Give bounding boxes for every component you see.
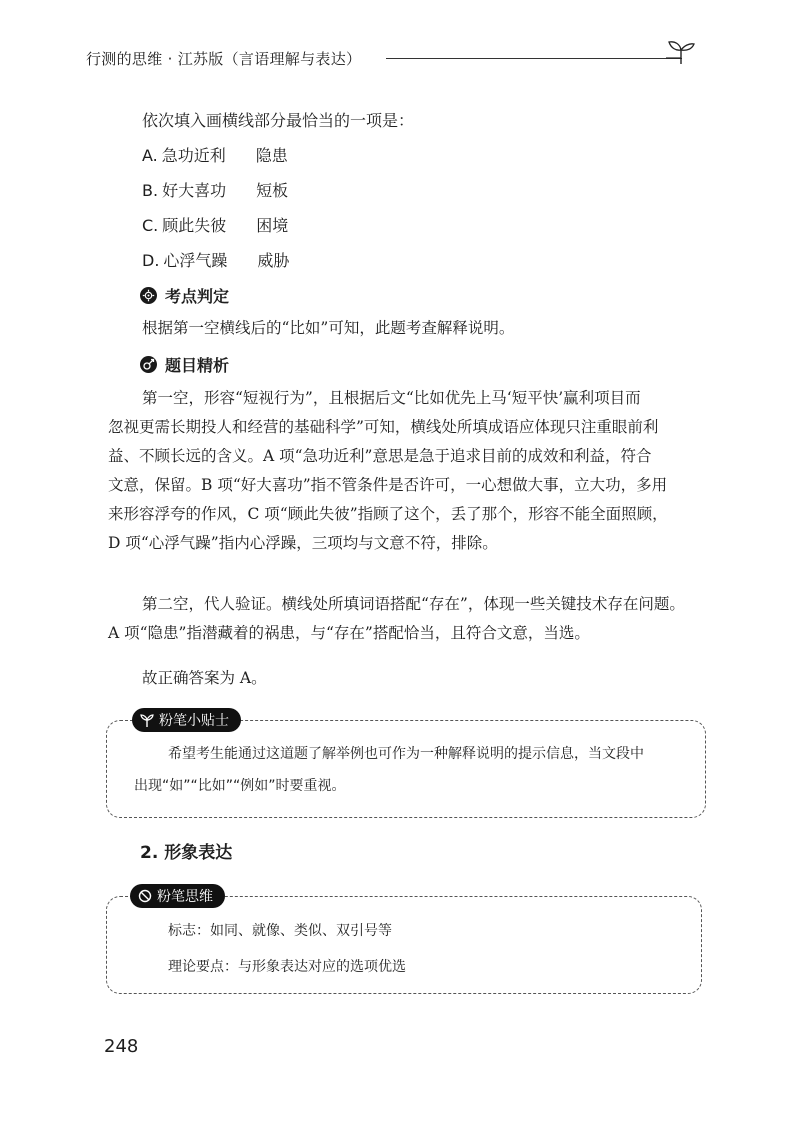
running-header — [86, 44, 706, 72]
tip-badge — [132, 708, 241, 732]
header-rule — [386, 58, 682, 59]
tip-line: 出现“如”“比如”“例如”时要重视。 — [134, 778, 346, 794]
analysis-line: D 项“心浮气躁”指内心浮躁，三项均与文意不符，排除。 — [108, 534, 498, 552]
option-word1: 心浮气躁 — [163, 251, 228, 270]
analysis-line: 文意，保留。B 项“好大喜功”指不管条件是否许可，一心想做大事，立大功，多用 — [108, 476, 668, 494]
option-letter: B. — [142, 181, 159, 200]
thinking-line: 理论要点：与形象表达对应的选项优选 — [168, 959, 406, 975]
option-word1: 好大喜功 — [162, 181, 227, 200]
kaodian-heading-label: 考点判定 — [165, 287, 230, 306]
option-word2: 短板 — [256, 181, 289, 200]
option-a — [142, 143, 288, 166]
analysis-heading — [140, 353, 229, 376]
option-word2: 隐患 — [255, 146, 288, 165]
analysis-line: 来形容浮夸的作风，C 项“顾此失彼”指顾了这个，丢了那个，形容不能全面照顾， — [108, 505, 668, 523]
analysis-line: 第二空，代人验证。横线处所填词语搭配“存在”，体现一些关键技术存在问题。 — [142, 595, 685, 613]
analysis-line: 第一空，形容“短视行为”，且根据后文“比如优先上马‘短平快’赢利项目而 — [142, 389, 641, 407]
option-letter: C. — [142, 216, 159, 235]
analysis-line: A 项“隐患”指潜藏着的祸患，与“存在”搭配恰当，且符合文意，当选。 — [108, 624, 590, 642]
option-word2: 威胁 — [257, 251, 290, 270]
page-number: 248 — [104, 1036, 139, 1057]
thinking-badge — [130, 884, 225, 908]
no-sign-icon — [138, 889, 152, 903]
option-c — [142, 213, 288, 236]
target-icon — [140, 287, 157, 304]
option-d — [142, 248, 289, 271]
analysis-icon — [140, 356, 157, 373]
option-b — [142, 178, 288, 201]
thinking-badge-label: 粉笔思维 — [157, 889, 213, 905]
tip-badge-label: 粉笔小贴士 — [159, 713, 229, 729]
tip-line: 希望考生能通过这道题了解举例也可作为一种解释说明的提示信息，当文段中 — [168, 746, 644, 762]
analysis-line: 忽视更需长期投人和经营的基础科学”可知，横线处所填成语应体现只注重眼前利 — [108, 418, 659, 436]
kaodian-heading — [140, 284, 229, 307]
section-heading: 2. 形象表达 — [140, 843, 233, 863]
analysis-line: 益、不顾长远的含义。A 项“急功近利”意思是急于追求目前的成效和利益，符合 — [108, 447, 652, 465]
option-word1: 顾此失彼 — [162, 216, 227, 235]
option-word1: 急功近利 — [161, 146, 226, 165]
sprout-icon — [666, 38, 696, 64]
option-word2: 困境 — [256, 216, 289, 235]
sprout-icon — [140, 713, 154, 727]
option-letter: A. — [142, 146, 158, 165]
thinking-line: 标志：如同、就像、类似、双引号等 — [168, 923, 392, 939]
question-prompt: 依次填入画横线部分最恰当的一项是： — [142, 111, 415, 130]
thinking-box — [106, 896, 702, 994]
kaodian-text: 根据第一空横线后的“比如”可知，此题考查解释说明。 — [142, 319, 515, 337]
analysis-heading-label: 题目精析 — [165, 356, 230, 375]
option-letter: D. — [142, 251, 160, 270]
running-title: 行测的思维 · 江苏版（言语理解与表达） — [86, 50, 362, 68]
conclusion-text: 故正确答案为 A。 — [142, 669, 267, 687]
